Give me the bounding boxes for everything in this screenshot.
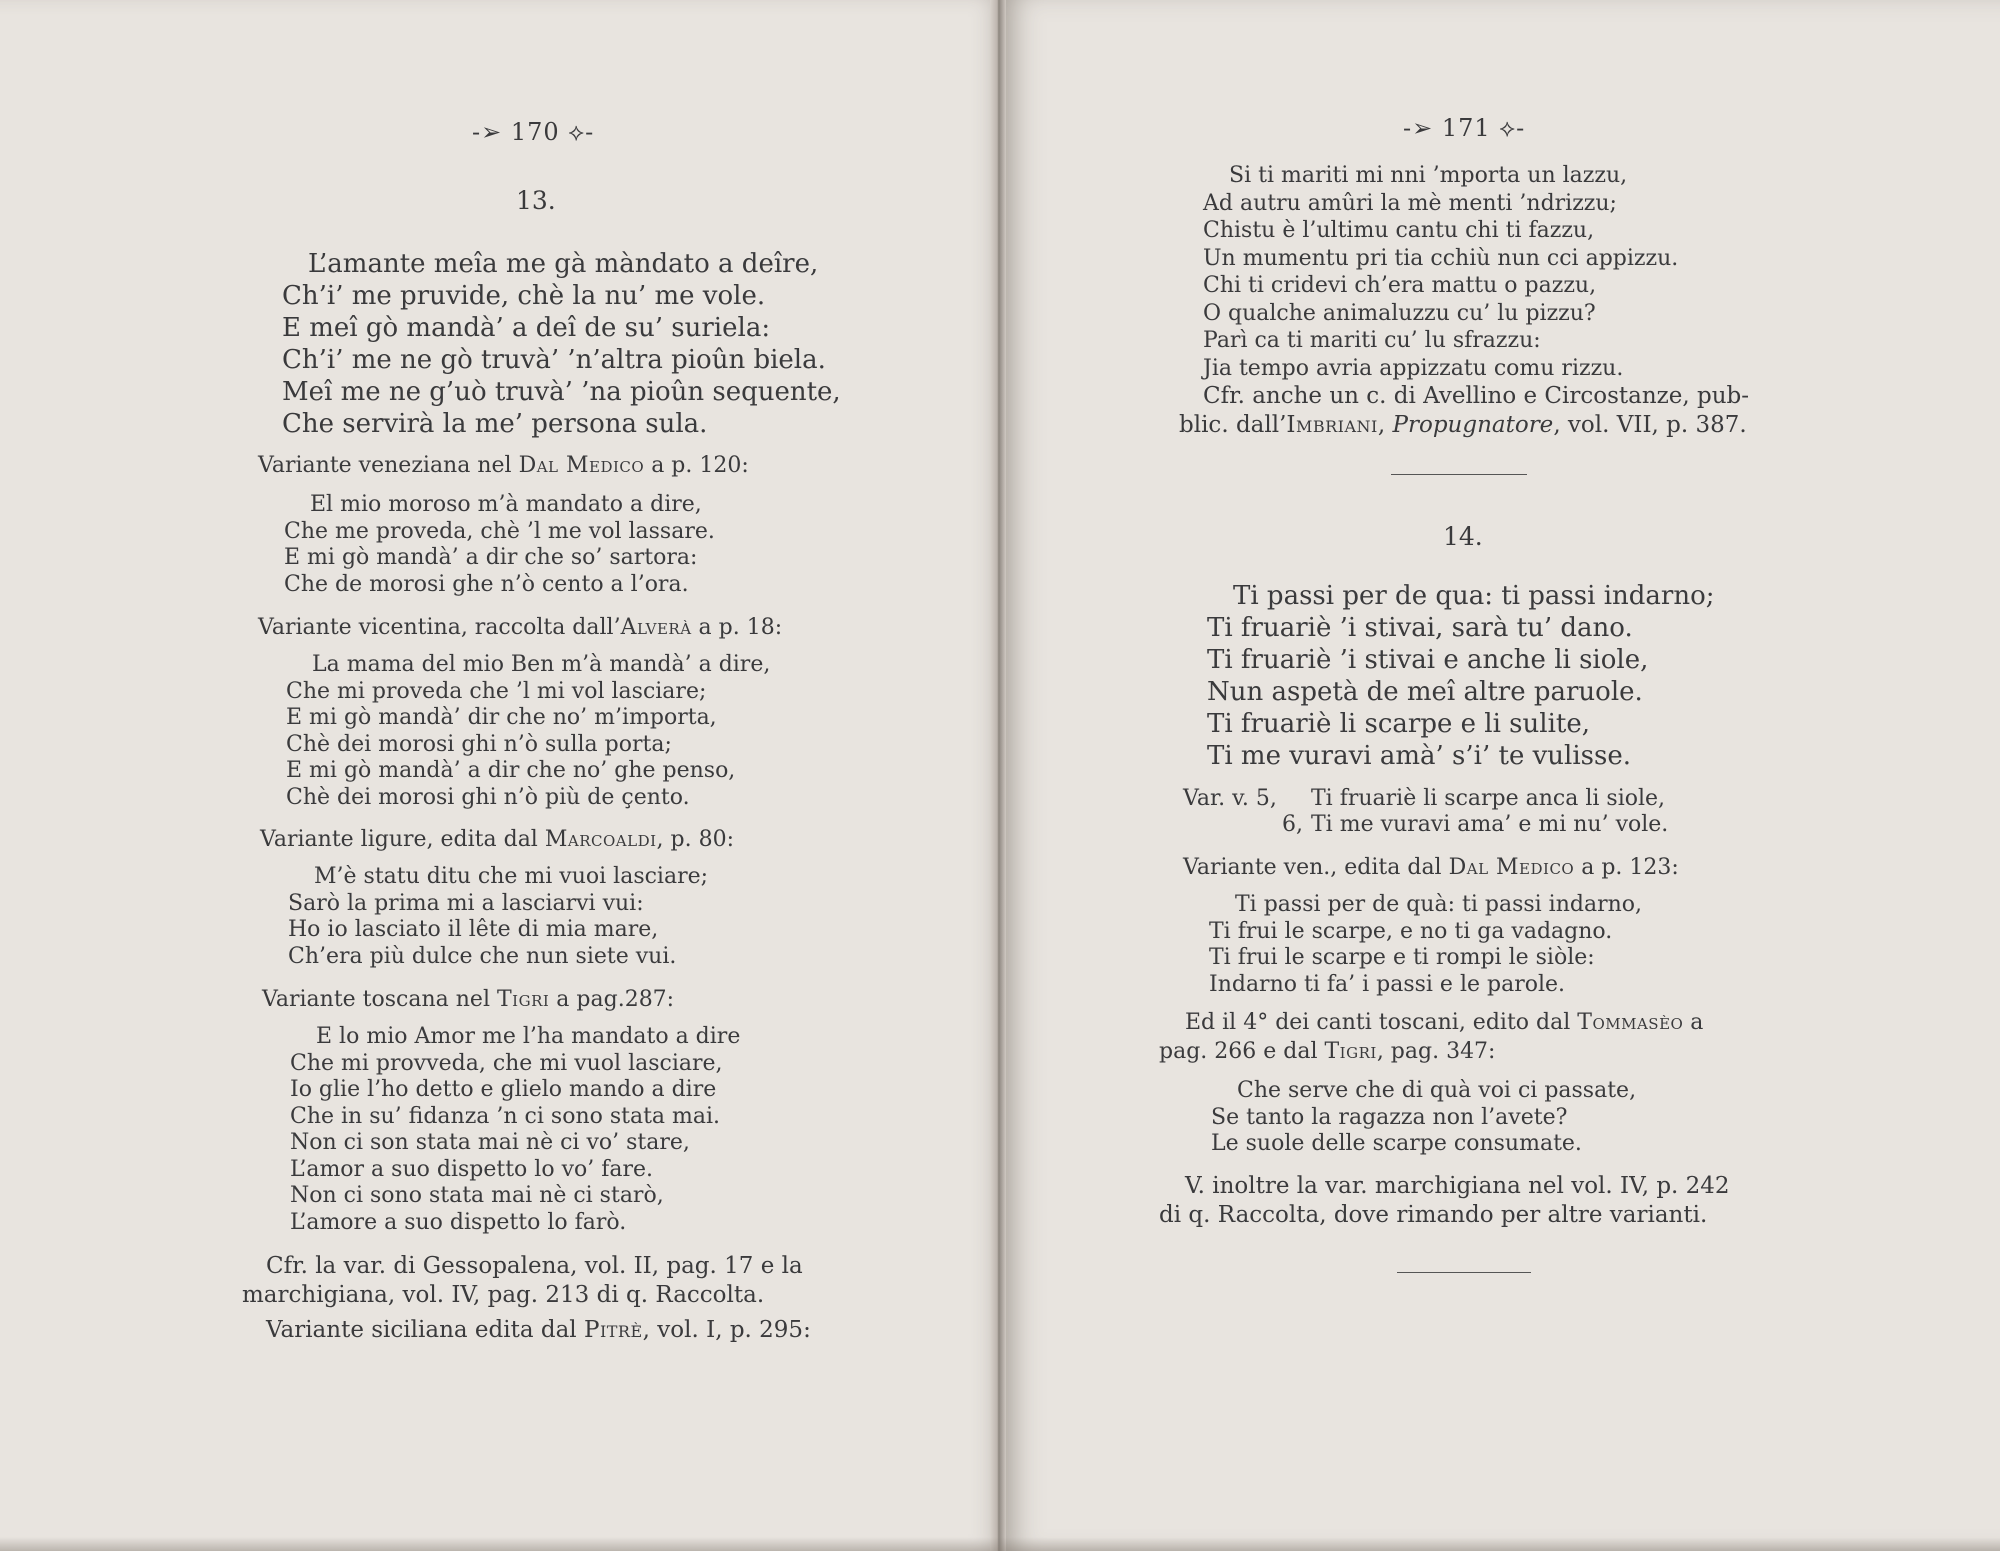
poem-line: La mama del mio Ben m’à mandà’ a dire,: [312, 652, 771, 677]
poem-line: E mi gò mandà’ a dir che no’ ghe penso,: [286, 758, 736, 783]
poem-line: Che mi provveda, che mi vuol lasciare,: [290, 1050, 723, 1076]
poem-line: L’amore a suo dispetto lo farò.: [290, 1209, 627, 1235]
variant-toscana-14: [1211, 1078, 1636, 1158]
cfr-line: Cfr. anche un c. di Avellino e Circostanze, pub-: [1203, 383, 1750, 409]
poem-line: Ch’era più dulce che nun siete vui.: [288, 943, 677, 969]
poem-line: L’amor a suo dispetto lo vo’ fare.: [290, 1156, 654, 1182]
poem-line: Che de morosi ghe n’ò cento a l’ora.: [284, 571, 689, 597]
poem-13: [282, 248, 841, 440]
final-note-line: V. inoltre la var. marchigiana nel vol. IV, p. 242: [1185, 1173, 1730, 1199]
poem-line: Parì ca ti mariti cu’ lu sfrazzu:: [1203, 328, 1541, 353]
variant-veneziana: [284, 492, 715, 598]
variant-ven: [1209, 892, 1642, 998]
toscani-intro-line: pag. 266 e dal Tigri, pag. 347:: [1159, 1039, 1496, 1064]
poem-line: Ti fruariè ’i stivai e anche li siole,: [1207, 645, 1649, 675]
toscani-intro: [1159, 1008, 1703, 1066]
variant-toscana-intro: Variante toscana nel Tigri a pag.287:: [262, 987, 675, 1012]
poem-line: O qualche animaluzzu cu’ lu pizzu?: [1203, 300, 1596, 326]
poem-line: Ti fruariè ’i stivai, sarà tu’ dano.: [1207, 613, 1633, 643]
poem-line: Indarno ti fa’ i passi e le parole.: [1209, 971, 1566, 997]
page-bottom-edge: [0, 1537, 2000, 1551]
poem-line: Ti passi per de qua: ti passi indarno;: [1233, 581, 1715, 611]
end-divider: [1397, 1272, 1531, 1273]
poem-line: Ho io lasciato il lête di mia mare,: [288, 917, 659, 942]
poem-line: Non ci son stata mai nè ci vo’ stare,: [290, 1130, 690, 1155]
poem-line: Che servirà la me’ persona sula.: [282, 409, 708, 439]
poem-line: Che me proveda, chè ’l me vol lassare.: [284, 518, 715, 544]
variant-ven-intro: Variante ven., edita dal Dal Medico a p. 123:: [1183, 855, 1679, 880]
cfr-line: Cfr. la var. di Gessopalena, vol. II, pag. 17 e la: [266, 1253, 803, 1279]
cfr-line: marchigiana, vol. IV, pag. 213 di q. Raccolta.: [242, 1282, 765, 1308]
variant-ligure-intro: Variante ligure, edita dal Marcoaldi, p. 80:: [260, 827, 734, 852]
section-number-13: 13.: [516, 186, 556, 215]
page-number-left: -➢ 170 ⟡-: [472, 118, 595, 146]
poem-line: Che in su’ fidanza ’n ci sono stata mai.: [290, 1103, 721, 1129]
poem-line: Ti frui le scarpe, e no ti ga vadagno.: [1209, 918, 1613, 944]
poem-line: Chè dei morosi ghi n’ò sulla porta;: [286, 731, 672, 757]
toscani-intro-line: Ed il 4° dei canti toscani, edito dal Tommasèo a: [1185, 1010, 1704, 1035]
poem-line: Che serve che di quà voi ci passate,: [1237, 1078, 1637, 1103]
poem-line: Ad autru amûri la mè menti ’ndrizzu;: [1203, 190, 1617, 216]
section-number-14: 14.: [1443, 522, 1483, 551]
poem-line: Ti passi per de quà: ti passi indarno,: [1235, 892, 1642, 917]
variant-siciliana: [1203, 162, 1678, 382]
poem-line: El mio moroso m’à mandato a dire,: [310, 492, 702, 517]
poem-line: M’è statu ditu che mi vuoi lasciare;: [314, 864, 709, 889]
variant-ligure: [288, 864, 708, 970]
poem-line: E mi gò mandà’ dir che no’ m’importa,: [286, 705, 717, 730]
poem-line: Non ci sono stata mai nè ci starò,: [290, 1183, 664, 1208]
var-lines: [1183, 786, 1668, 838]
poem-line: Ch’i’ me ne gò truvà’ ’n’altra pioûn biela.: [282, 345, 826, 375]
final-note: [1159, 1172, 1730, 1230]
var-line: Var. v. 5, Ti fruariè li scarpe anca li siole,: [1183, 786, 1666, 811]
var-line: 6, Ti me vuravi ama’ e mi nu’ vole.: [1282, 812, 1669, 837]
poem-14: [1207, 580, 1715, 772]
poem-line: Ch’i’ me pruvide, chè la nu’ me vole.: [282, 281, 766, 311]
poem-line: E meî gò mandà’ a deî de su’ suriela:: [282, 313, 771, 343]
poem-line: E lo mio Amor me l’ha mandato a dire: [316, 1024, 741, 1049]
poem-line: Jia tempo avria appizzatu comu rizzu.: [1203, 355, 1624, 381]
poem-line: Sarò la prima mi a lasciarvi vui:: [288, 890, 644, 916]
poem-line: Meî me ne g’uò truvà’ ’na pioûn sequente,: [282, 377, 841, 407]
variant-vicentina: [286, 652, 770, 811]
poem-line: Nun aspetà de meî altre paruole.: [1207, 677, 1643, 707]
section-divider: [1391, 474, 1527, 475]
poem-line: L’amante meîa me gà màndato a deîre,: [308, 249, 819, 279]
variant-toscana: [290, 1024, 740, 1236]
variant-siciliana-intro: Variante siciliana edita dal Pitrè, vol. I, p. 295:: [266, 1317, 811, 1343]
poem-line: Si ti mariti mi nni ’mporta un lazzu,: [1229, 163, 1628, 188]
page-number-right: -➢ 171 ⟡-: [1403, 114, 1526, 142]
poem-line: Chi ti cridevi ch’era mattu o pazzu,: [1203, 273, 1597, 298]
poem-line: Chistu è l’ultimu cantu chi ti fazzu,: [1203, 218, 1595, 243]
poem-line: Le suole delle scarpe consumate.: [1211, 1131, 1582, 1156]
poem-line: Un mumentu pri tia cchiù nun cci appizzu.: [1203, 245, 1679, 271]
cfr-line: blic. dall’Imbriani, Propugnatore, vol. VII, p. 387.: [1179, 412, 1747, 438]
cfr-note-right: [1179, 382, 1749, 440]
poem-line: Io glie l’ho detto e glielo mando a dire: [290, 1077, 717, 1102]
book-gutter: [990, 0, 1006, 1551]
poem-line: Ti frui le scarpe e ti rompi le siòle:: [1209, 945, 1595, 970]
final-note-line: di q. Raccolta, dove rimando per altre varianti.: [1159, 1202, 1708, 1228]
right-page: [1003, 0, 2000, 1551]
cfr-note-left: [242, 1252, 803, 1310]
variant-vicentina-intro: Variante vicentina, raccolta dall’Alverà a p. 18:: [258, 615, 783, 640]
poem-line: Che mi proveda che ’l mi vol lasciare;: [286, 678, 707, 704]
poem-line: Se tanto la ragazza non l’avete?: [1211, 1104, 1568, 1130]
variant-veneziana-intro: Variante veneziana nel Dal Medico a p. 120:: [258, 453, 749, 478]
poem-line: E mi gò mandà’ a dir che so’ sartora:: [284, 545, 698, 570]
poem-line: Ti me vuravi amà’ s’i’ te vulisse.: [1207, 741, 1631, 771]
poem-line: Chè dei morosi ghi n’ò più de çento.: [286, 784, 690, 810]
poem-line: Ti fruariè li scarpe e li sulite,: [1207, 709, 1591, 739]
